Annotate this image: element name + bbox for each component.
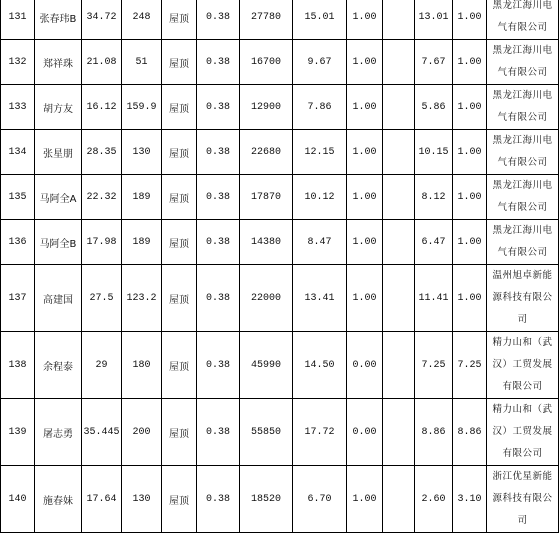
row-number: 134 bbox=[1, 130, 35, 175]
area-cell: 130 bbox=[122, 130, 162, 175]
install-type-cell: 屋顶 bbox=[162, 130, 197, 175]
generation-cell: 14380 bbox=[240, 220, 293, 265]
voltage-cell: 0.38 bbox=[197, 40, 240, 85]
value-cell: 7.86 bbox=[293, 85, 347, 130]
area-cell: 51 bbox=[122, 40, 162, 85]
voltage-cell: 0.38 bbox=[197, 220, 240, 265]
blank-cell bbox=[383, 85, 415, 130]
ratio-cell: 1.00 bbox=[347, 0, 383, 40]
ratio2-cell: 1.00 bbox=[453, 175, 487, 220]
name-cell: 张春玮B bbox=[35, 0, 82, 40]
value2-cell: 7.67 bbox=[415, 40, 453, 85]
capacity-cell: 17.64 bbox=[82, 466, 122, 533]
generation-cell: 45990 bbox=[240, 332, 293, 399]
company-cell: 精力山和（武汉）工贸发展有限公司 bbox=[487, 399, 559, 466]
row-number: 135 bbox=[1, 175, 35, 220]
value2-cell: 2.60 bbox=[415, 466, 453, 533]
generation-cell: 16700 bbox=[240, 40, 293, 85]
value2-cell: 8.12 bbox=[415, 175, 453, 220]
value-cell: 9.67 bbox=[293, 40, 347, 85]
generation-cell: 55850 bbox=[240, 399, 293, 466]
name-cell: 马阿全A bbox=[35, 175, 82, 220]
install-type-cell: 屋顶 bbox=[162, 220, 197, 265]
area-cell: 180 bbox=[122, 332, 162, 399]
ratio-cell: 0.00 bbox=[347, 332, 383, 399]
company-cell: 黑龙江海川电气有限公司 bbox=[487, 130, 559, 175]
company-cell: 黑龙江海川电气有限公司 bbox=[487, 85, 559, 130]
row-number: 133 bbox=[1, 85, 35, 130]
value2-cell: 10.15 bbox=[415, 130, 453, 175]
table-row bbox=[1, 0, 559, 40]
company-cell: 温州旭卓新能源科技有限公司 bbox=[487, 265, 559, 332]
name-cell: 胡方友 bbox=[35, 85, 82, 130]
ratio2-cell: 1.00 bbox=[453, 40, 487, 85]
table-row bbox=[1, 466, 559, 533]
name-cell: 高建国 bbox=[35, 265, 82, 332]
voltage-cell: 0.38 bbox=[197, 332, 240, 399]
generation-cell: 22680 bbox=[240, 130, 293, 175]
value-cell: 6.70 bbox=[293, 466, 347, 533]
name-cell: 施春妹 bbox=[35, 466, 82, 533]
value-cell: 10.12 bbox=[293, 175, 347, 220]
install-type-cell: 屋顶 bbox=[162, 175, 197, 220]
capacity-cell: 21.08 bbox=[82, 40, 122, 85]
name-cell: 屠志勇 bbox=[35, 399, 82, 466]
generation-cell: 18520 bbox=[240, 466, 293, 533]
table-row bbox=[1, 220, 559, 265]
ratio2-cell: 8.86 bbox=[453, 399, 487, 466]
name-cell: 马阿全B bbox=[35, 220, 82, 265]
row-number: 138 bbox=[1, 332, 35, 399]
company-cell: 黑龙江海川电气有限公司 bbox=[487, 40, 559, 85]
value2-cell: 11.41 bbox=[415, 265, 453, 332]
capacity-cell: 16.12 bbox=[82, 85, 122, 130]
generation-cell: 27780 bbox=[240, 0, 293, 40]
blank-cell bbox=[383, 399, 415, 466]
blank-cell bbox=[383, 130, 415, 175]
value2-cell: 8.86 bbox=[415, 399, 453, 466]
table-row bbox=[1, 85, 559, 130]
value-cell: 13.41 bbox=[293, 265, 347, 332]
blank-cell bbox=[383, 265, 415, 332]
table-row bbox=[1, 40, 559, 85]
company-cell: 黑龙江海川电气有限公司 bbox=[487, 175, 559, 220]
row-number: 131 bbox=[1, 0, 35, 40]
install-type-cell: 屋顶 bbox=[162, 265, 197, 332]
ratio-cell: 0.00 bbox=[347, 399, 383, 466]
table-row bbox=[1, 399, 559, 466]
row-number: 137 bbox=[1, 265, 35, 332]
ratio2-cell: 3.10 bbox=[453, 466, 487, 533]
voltage-cell: 0.38 bbox=[197, 130, 240, 175]
blank-cell bbox=[383, 40, 415, 85]
generation-cell: 22000 bbox=[240, 265, 293, 332]
voltage-cell: 0.38 bbox=[197, 85, 240, 130]
area-cell: 130 bbox=[122, 466, 162, 533]
row-number: 132 bbox=[1, 40, 35, 85]
area-cell: 159.9 bbox=[122, 85, 162, 130]
value2-cell: 7.25 bbox=[415, 332, 453, 399]
ratio-cell: 1.00 bbox=[347, 130, 383, 175]
voltage-cell: 0.38 bbox=[197, 265, 240, 332]
ratio2-cell: 1.00 bbox=[453, 220, 487, 265]
capacity-cell: 29 bbox=[82, 332, 122, 399]
ratio-cell: 1.00 bbox=[347, 220, 383, 265]
capacity-cell: 22.32 bbox=[82, 175, 122, 220]
blank-cell bbox=[383, 466, 415, 533]
ratio2-cell: 1.00 bbox=[453, 265, 487, 332]
area-cell: 123.2 bbox=[122, 265, 162, 332]
value-cell: 17.72 bbox=[293, 399, 347, 466]
name-cell: 张星朋 bbox=[35, 130, 82, 175]
table-row bbox=[1, 332, 559, 399]
row-number: 139 bbox=[1, 399, 35, 466]
value-cell: 15.01 bbox=[293, 0, 347, 40]
capacity-cell: 34.72 bbox=[82, 0, 122, 40]
ratio-cell: 1.00 bbox=[347, 265, 383, 332]
table-row bbox=[1, 265, 559, 332]
ratio-cell: 1.00 bbox=[347, 175, 383, 220]
blank-cell bbox=[383, 0, 415, 40]
company-cell: 黑龙江海川电气有限公司 bbox=[487, 220, 559, 265]
generation-cell: 12900 bbox=[240, 85, 293, 130]
ratio-cell: 1.00 bbox=[347, 85, 383, 130]
capacity-cell: 27.5 bbox=[82, 265, 122, 332]
company-cell: 黑龙江海川电气有限公司 bbox=[487, 0, 559, 40]
area-cell: 189 bbox=[122, 175, 162, 220]
voltage-cell: 0.38 bbox=[197, 175, 240, 220]
value2-cell: 5.86 bbox=[415, 85, 453, 130]
value2-cell: 13.01 bbox=[415, 0, 453, 40]
capacity-cell: 35.445 bbox=[82, 399, 122, 466]
area-cell: 200 bbox=[122, 399, 162, 466]
value-cell: 14.50 bbox=[293, 332, 347, 399]
company-cell: 精力山和（武汉）工贸发展有限公司 bbox=[487, 332, 559, 399]
install-type-cell: 屋顶 bbox=[162, 399, 197, 466]
value2-cell: 6.47 bbox=[415, 220, 453, 265]
install-type-cell: 屋顶 bbox=[162, 40, 197, 85]
ratio2-cell: 7.25 bbox=[453, 332, 487, 399]
row-number: 136 bbox=[1, 220, 35, 265]
table-row bbox=[1, 130, 559, 175]
blank-cell bbox=[383, 220, 415, 265]
ratio2-cell: 1.00 bbox=[453, 85, 487, 130]
install-type-cell: 屋顶 bbox=[162, 85, 197, 130]
ratio2-cell: 1.00 bbox=[453, 130, 487, 175]
blank-cell bbox=[383, 332, 415, 399]
table-row bbox=[1, 175, 559, 220]
install-type-cell: 屋顶 bbox=[162, 0, 197, 40]
value-cell: 8.47 bbox=[293, 220, 347, 265]
company-cell: 浙江优星新能源科技有限公司 bbox=[487, 466, 559, 533]
row-number: 140 bbox=[1, 466, 35, 533]
install-type-cell: 屋顶 bbox=[162, 332, 197, 399]
capacity-cell: 17.98 bbox=[82, 220, 122, 265]
voltage-cell: 0.38 bbox=[197, 0, 240, 40]
name-cell: 郑祥珠 bbox=[35, 40, 82, 85]
area-cell: 248 bbox=[122, 0, 162, 40]
voltage-cell: 0.38 bbox=[197, 399, 240, 466]
ratio2-cell: 1.00 bbox=[453, 0, 487, 40]
ratio-cell: 1.00 bbox=[347, 40, 383, 85]
install-type-cell: 屋顶 bbox=[162, 466, 197, 533]
generation-cell: 17870 bbox=[240, 175, 293, 220]
ratio-cell: 1.00 bbox=[347, 466, 383, 533]
value-cell: 12.15 bbox=[293, 130, 347, 175]
name-cell: 余程泰 bbox=[35, 332, 82, 399]
area-cell: 189 bbox=[122, 220, 162, 265]
voltage-cell: 0.38 bbox=[197, 466, 240, 533]
capacity-cell: 28.35 bbox=[82, 130, 122, 175]
blank-cell bbox=[383, 175, 415, 220]
